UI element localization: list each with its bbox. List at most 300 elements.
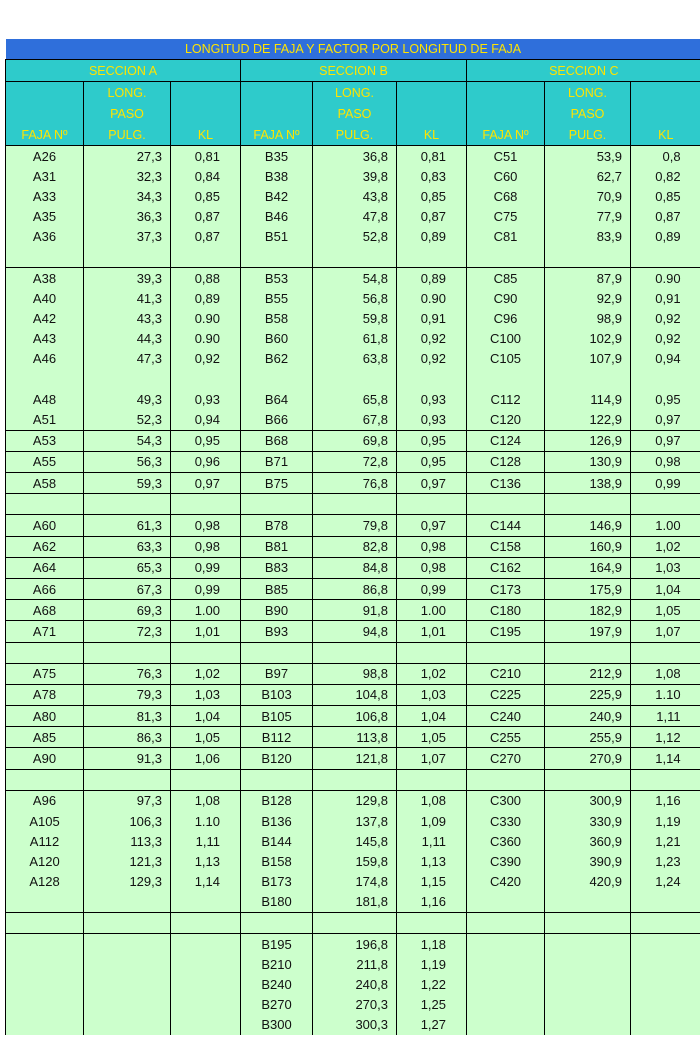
length-c-cell: 175,9 <box>545 578 631 599</box>
kl-a-cell: 0,96 <box>171 451 241 472</box>
belt-c-cell <box>467 995 545 1015</box>
belt-length-table-sheet <box>5 39 700 1035</box>
length-c-cell: 270,9 <box>545 748 631 769</box>
paso-label-a: PASO <box>84 103 171 124</box>
table-spacer-row <box>6 769 700 790</box>
belt-a-cell: A78 <box>6 684 84 705</box>
belt-a-cell: A105 <box>6 811 84 831</box>
kl-b-cell <box>397 369 467 389</box>
belt-b-cell: B195 <box>241 934 313 955</box>
belt-b-cell: B158 <box>241 851 313 871</box>
kl-a-cell <box>171 934 241 955</box>
length-b-cell: 52,8 <box>313 227 397 247</box>
belt-c-cell: C75 <box>467 207 545 227</box>
length-b-cell: 72,8 <box>313 451 397 472</box>
length-b-cell: 129,8 <box>313 790 397 811</box>
length-a-cell: 81,3 <box>84 706 171 727</box>
belt-b-cell: B173 <box>241 872 313 892</box>
belt-a-cell: A55 <box>6 451 84 472</box>
belt-c-cell: C240 <box>467 706 545 727</box>
kl-b-cell: 1,25 <box>397 995 467 1015</box>
length-c-cell: 122,9 <box>545 409 631 430</box>
kl-b-cell: 0,83 <box>397 166 467 186</box>
belt-b-cell: B144 <box>241 831 313 851</box>
length-b-cell <box>313 369 397 389</box>
paso-label-b: PASO <box>313 103 397 124</box>
kl-a-cell: 1,01 <box>171 621 241 642</box>
length-b-cell: 300,3 <box>313 1015 397 1035</box>
section-b-header: SECCION B <box>241 60 467 82</box>
kl-c-cell: 1,03 <box>631 557 700 578</box>
kl-a-cell: 0,95 <box>171 430 241 451</box>
length-a-cell: 34,3 <box>84 186 171 206</box>
length-b-cell: 98,8 <box>313 663 397 684</box>
kl-c-cell <box>631 247 700 268</box>
table-spacer-row <box>6 494 700 515</box>
belt-b-cell: B53 <box>241 268 313 289</box>
table-row <box>6 309 700 329</box>
length-b-cell: 65,8 <box>313 389 397 409</box>
kl-a-cell <box>171 769 241 790</box>
length-b-cell: 54,8 <box>313 268 397 289</box>
belt-a-cell: A64 <box>6 557 84 578</box>
belt-length-table <box>5 39 700 1035</box>
length-c-cell <box>545 1015 631 1035</box>
length-a-cell <box>84 369 171 389</box>
length-b-cell: 181,8 <box>313 892 397 913</box>
belt-a-cell: A36 <box>6 227 84 247</box>
pulg-label-c: PULG. <box>545 124 631 146</box>
belt-b-cell <box>241 912 313 933</box>
table-row <box>6 409 700 430</box>
length-b-cell: 39,8 <box>313 166 397 186</box>
length-b-cell <box>313 247 397 268</box>
kl-b-cell: 0,89 <box>397 227 467 247</box>
belt-c-cell: C210 <box>467 663 545 684</box>
length-a-cell: 91,3 <box>84 748 171 769</box>
kl-a-cell: 0,84 <box>171 166 241 186</box>
belt-a-cell: A66 <box>6 578 84 599</box>
kl-b-cell <box>397 912 467 933</box>
kl-c-cell: 0,8 <box>631 146 700 167</box>
kl-a-cell: 1,06 <box>171 748 241 769</box>
length-c-cell: 300,9 <box>545 790 631 811</box>
belt-b-cell: B35 <box>241 146 313 167</box>
belt-b-cell: B97 <box>241 663 313 684</box>
length-c-cell: 212,9 <box>545 663 631 684</box>
length-c-cell: 92,9 <box>545 288 631 308</box>
belt-a-cell: A48 <box>6 389 84 409</box>
length-a-cell <box>84 954 171 974</box>
kl-a-cell: 1,03 <box>171 684 241 705</box>
kl-c-cell: 1,21 <box>631 831 700 851</box>
belt-c-cell: C360 <box>467 831 545 851</box>
length-a-cell: 121,3 <box>84 851 171 871</box>
length-c-cell: 360,9 <box>545 831 631 851</box>
length-b-cell: 270,3 <box>313 995 397 1015</box>
length-a-cell <box>84 494 171 515</box>
kl-b-cell: 1,04 <box>397 706 467 727</box>
belt-a-cell: A75 <box>6 663 84 684</box>
belt-c-cell: C100 <box>467 329 545 349</box>
kl-c-cell: 0,99 <box>631 473 700 494</box>
length-c-cell <box>545 769 631 790</box>
kl-c-cell: 1,16 <box>631 790 700 811</box>
belt-c-cell <box>467 642 545 663</box>
belt-c-cell: C158 <box>467 536 545 557</box>
belt-a-cell: A90 <box>6 748 84 769</box>
belt-a-cell <box>6 892 84 913</box>
kl-a-cell <box>171 954 241 974</box>
pulg-label-b: PULG. <box>313 124 397 146</box>
kl-label-b: KL <box>397 124 467 146</box>
length-c-cell: 330,9 <box>545 811 631 831</box>
faja-label-b: FAJA Nº <box>241 124 313 146</box>
kl-a-cell: 0,88 <box>171 268 241 289</box>
table-row <box>6 389 700 409</box>
kl-a-cell: 0.90 <box>171 309 241 329</box>
kl-c-cell <box>631 494 700 515</box>
kl-b-cell: 0,98 <box>397 536 467 557</box>
length-c-cell <box>545 642 631 663</box>
kl-c-cell <box>631 769 700 790</box>
kl-a-cell: 0,98 <box>171 515 241 536</box>
belt-b-cell: B90 <box>241 600 313 621</box>
belt-b-cell: B55 <box>241 288 313 308</box>
kl-c-cell: 0,92 <box>631 309 700 329</box>
belt-b-cell: B71 <box>241 451 313 472</box>
kl-b-cell: 0,97 <box>397 515 467 536</box>
paso-label-c: PASO <box>545 103 631 124</box>
belt-a-cell <box>6 912 84 933</box>
length-b-cell <box>313 912 397 933</box>
kl-a-cell: 0,87 <box>171 207 241 227</box>
length-c-cell: 225,9 <box>545 684 631 705</box>
long-label-c: LONG. <box>545 82 631 104</box>
length-b-cell: 121,8 <box>313 748 397 769</box>
table-row <box>6 557 700 578</box>
length-a-cell: 129,3 <box>84 872 171 892</box>
kl-c-cell: 0,91 <box>631 288 700 308</box>
belt-b-cell: B300 <box>241 1015 313 1035</box>
kl-a-cell <box>171 369 241 389</box>
belt-c-cell <box>467 247 545 268</box>
kl-b-cell: 0,91 <box>397 309 467 329</box>
belt-a-cell: A53 <box>6 430 84 451</box>
table-row <box>6 748 700 769</box>
kl-c-cell <box>631 642 700 663</box>
kl-b-cell <box>397 769 467 790</box>
kl-c-cell: 1,19 <box>631 811 700 831</box>
table-row <box>6 954 700 974</box>
belt-c-cell: C255 <box>467 727 545 748</box>
kl-a-cell: 1,11 <box>171 831 241 851</box>
belt-b-cell: B46 <box>241 207 313 227</box>
table-row <box>6 975 700 995</box>
kl-a-cell: 1,05 <box>171 727 241 748</box>
table-row <box>6 268 700 289</box>
kl-b-cell: 1.00 <box>397 600 467 621</box>
kl-b-cell: 0,99 <box>397 578 467 599</box>
length-a-cell: 59,3 <box>84 473 171 494</box>
belt-a-cell <box>6 247 84 268</box>
kl-c-cell: 1.10 <box>631 684 700 705</box>
belt-a-cell <box>6 494 84 515</box>
kl-b-cell: 1,27 <box>397 1015 467 1035</box>
length-c-cell: 70,9 <box>545 186 631 206</box>
belt-a-cell: A62 <box>6 536 84 557</box>
length-c-cell: 160,9 <box>545 536 631 557</box>
length-c-cell <box>545 892 631 913</box>
length-a-cell <box>84 934 171 955</box>
table-row <box>6 166 700 186</box>
length-a-cell: 44,3 <box>84 329 171 349</box>
pulg-label-a: PULG. <box>84 124 171 146</box>
kl-b-cell: 1,13 <box>397 851 467 871</box>
kl-a-cell: 1,14 <box>171 872 241 892</box>
belt-c-cell <box>467 934 545 955</box>
length-c-cell: 197,9 <box>545 621 631 642</box>
length-b-cell: 104,8 <box>313 684 397 705</box>
length-b-cell: 84,8 <box>313 557 397 578</box>
table-row <box>6 536 700 557</box>
length-a-cell <box>84 975 171 995</box>
belt-b-cell: B78 <box>241 515 313 536</box>
length-b-cell: 63,8 <box>313 349 397 369</box>
belt-c-cell: C120 <box>467 409 545 430</box>
length-c-cell <box>545 912 631 933</box>
belt-b-cell: B58 <box>241 309 313 329</box>
kl-b-cell: 1,18 <box>397 934 467 955</box>
table-row <box>6 995 700 1015</box>
belt-c-cell: C173 <box>467 578 545 599</box>
length-b-cell: 82,8 <box>313 536 397 557</box>
table-row <box>6 473 700 494</box>
kl-b-cell: 0,85 <box>397 186 467 206</box>
belt-c-cell <box>467 1015 545 1035</box>
length-a-cell: 37,3 <box>84 227 171 247</box>
length-c-cell <box>545 494 631 515</box>
belt-c-cell: C128 <box>467 451 545 472</box>
table-row <box>6 288 700 308</box>
table-row <box>6 329 700 349</box>
belt-b-cell: B68 <box>241 430 313 451</box>
table-row <box>6 872 700 892</box>
kl-b-cell: 1,05 <box>397 727 467 748</box>
kl-a-cell: 0,93 <box>171 389 241 409</box>
length-c-cell: 255,9 <box>545 727 631 748</box>
belt-c-cell: C390 <box>467 851 545 871</box>
table-row <box>6 349 700 369</box>
length-b-cell: 94,8 <box>313 621 397 642</box>
belt-b-cell: B270 <box>241 995 313 1015</box>
length-b-cell: 91,8 <box>313 600 397 621</box>
belt-a-cell <box>6 954 84 974</box>
kl-a-cell: 1,13 <box>171 851 241 871</box>
kl-a-cell <box>171 247 241 268</box>
kl-a-cell <box>171 912 241 933</box>
length-b-cell: 43,8 <box>313 186 397 206</box>
table-row <box>6 811 700 831</box>
faja-label-a: FAJA Nº <box>6 124 84 146</box>
table-row <box>6 186 700 206</box>
belt-a-cell: A68 <box>6 600 84 621</box>
length-c-cell <box>545 975 631 995</box>
belt-a-cell: A96 <box>6 790 84 811</box>
length-a-cell: 72,3 <box>84 621 171 642</box>
length-c-cell: 102,9 <box>545 329 631 349</box>
belt-b-cell: B42 <box>241 186 313 206</box>
kl-c-cell: 1,07 <box>631 621 700 642</box>
length-c-cell: 98,9 <box>545 309 631 329</box>
kl-c-cell <box>631 912 700 933</box>
belt-c-cell: C81 <box>467 227 545 247</box>
belt-b-cell: B180 <box>241 892 313 913</box>
kl-a-cell: 1,08 <box>171 790 241 811</box>
belt-b-cell: B51 <box>241 227 313 247</box>
kl-c-cell <box>631 995 700 1015</box>
length-b-cell: 59,8 <box>313 309 397 329</box>
length-c-cell: 420,9 <box>545 872 631 892</box>
table-title: LONGITUD DE FAJA Y FACTOR POR LONGITUD DE FAJA <box>6 39 700 60</box>
belt-a-cell: A26 <box>6 146 84 167</box>
table-spacer-row <box>6 912 700 933</box>
belt-a-cell: A112 <box>6 831 84 851</box>
length-a-cell <box>84 892 171 913</box>
belt-c-cell <box>467 912 545 933</box>
kl-a-cell: 0,92 <box>171 349 241 369</box>
length-a-cell: 65,3 <box>84 557 171 578</box>
belt-c-cell: C51 <box>467 146 545 167</box>
long-label-a: LONG. <box>84 82 171 104</box>
length-c-cell: 390,9 <box>545 851 631 871</box>
length-c-cell <box>545 995 631 1015</box>
length-c-cell: 164,9 <box>545 557 631 578</box>
belt-c-cell: C162 <box>467 557 545 578</box>
kl-b-cell <box>397 642 467 663</box>
table-row <box>6 790 700 811</box>
length-b-cell: 196,8 <box>313 934 397 955</box>
kl-c-cell: 1,02 <box>631 536 700 557</box>
kl-a-cell: 0,87 <box>171 227 241 247</box>
table-row <box>6 684 700 705</box>
belt-b-cell: B210 <box>241 954 313 974</box>
length-c-cell <box>545 247 631 268</box>
kl-b-cell: 0,95 <box>397 451 467 472</box>
belt-c-cell: C300 <box>467 790 545 811</box>
length-b-cell: 61,8 <box>313 329 397 349</box>
section-a-header: SECCION A <box>6 60 241 82</box>
belt-c-cell <box>467 769 545 790</box>
kl-c-cell: 1,23 <box>631 851 700 871</box>
belt-a-cell: A43 <box>6 329 84 349</box>
table-row <box>6 578 700 599</box>
length-b-cell <box>313 494 397 515</box>
length-b-cell: 137,8 <box>313 811 397 831</box>
belt-a-cell: A71 <box>6 621 84 642</box>
belt-c-cell: C270 <box>467 748 545 769</box>
belt-b-cell <box>241 642 313 663</box>
kl-c-cell: 1.00 <box>631 515 700 536</box>
table-row <box>6 146 700 167</box>
length-a-cell <box>84 1015 171 1035</box>
kl-a-cell <box>171 995 241 1015</box>
table-row <box>6 430 700 451</box>
kl-b-cell: 0.90 <box>397 288 467 308</box>
kl-c-cell: 1,05 <box>631 600 700 621</box>
kl-b-cell: 0,97 <box>397 473 467 494</box>
kl-a-cell: 1.10 <box>171 811 241 831</box>
length-c-cell: 240,9 <box>545 706 631 727</box>
table-row <box>6 892 700 913</box>
belt-a-cell: A51 <box>6 409 84 430</box>
kl-c-cell <box>631 892 700 913</box>
kl-b-cell: 0,87 <box>397 207 467 227</box>
kl-c-cell: 0,94 <box>631 349 700 369</box>
kl-c-cell: 0,97 <box>631 409 700 430</box>
belt-c-cell: C68 <box>467 186 545 206</box>
kl-label-c: KL <box>631 124 700 146</box>
belt-c-cell: C124 <box>467 430 545 451</box>
kl-c-cell: 1,04 <box>631 578 700 599</box>
table-row <box>6 663 700 684</box>
kl-b-cell: 0,81 <box>397 146 467 167</box>
kl-c-cell: 1,11 <box>631 706 700 727</box>
kl-a-cell: 1,04 <box>171 706 241 727</box>
kl-a-cell: 0,89 <box>171 288 241 308</box>
belt-c-cell: C60 <box>467 166 545 186</box>
belt-c-cell: C112 <box>467 389 545 409</box>
length-b-cell: 56,8 <box>313 288 397 308</box>
section-c-header: SECCION C <box>467 60 700 82</box>
belt-b-cell: B128 <box>241 790 313 811</box>
belt-c-cell: C420 <box>467 872 545 892</box>
kl-a-cell: 0,85 <box>171 186 241 206</box>
length-c-cell: 114,9 <box>545 389 631 409</box>
length-a-cell: 106,3 <box>84 811 171 831</box>
length-c-cell: 126,9 <box>545 430 631 451</box>
kl-a-cell: 0,97 <box>171 473 241 494</box>
kl-a-cell <box>171 642 241 663</box>
belt-a-cell <box>6 769 84 790</box>
kl-b-cell <box>397 247 467 268</box>
belt-b-cell: B75 <box>241 473 313 494</box>
kl-c-cell: 0.90 <box>631 268 700 289</box>
kl-b-cell: 1,09 <box>397 811 467 831</box>
kl-a-cell <box>171 494 241 515</box>
kl-a-cell: 0,99 <box>171 578 241 599</box>
kl-b-cell: 0,92 <box>397 349 467 369</box>
kl-b-cell: 1,08 <box>397 790 467 811</box>
kl-label-a: KL <box>171 124 241 146</box>
belt-a-cell <box>6 934 84 955</box>
kl-c-cell <box>631 954 700 974</box>
length-c-cell: 83,9 <box>545 227 631 247</box>
kl-c-cell: 1,14 <box>631 748 700 769</box>
length-a-cell: 36,3 <box>84 207 171 227</box>
belt-c-cell: C195 <box>467 621 545 642</box>
kl-a-cell <box>171 892 241 913</box>
table-row <box>6 727 700 748</box>
kl-c-cell <box>631 369 700 389</box>
belt-b-cell: B103 <box>241 684 313 705</box>
length-c-cell: 138,9 <box>545 473 631 494</box>
belt-a-cell: A58 <box>6 473 84 494</box>
belt-a-cell: A42 <box>6 309 84 329</box>
belt-b-cell: B120 <box>241 748 313 769</box>
length-a-cell: 79,3 <box>84 684 171 705</box>
kl-b-cell: 1,03 <box>397 684 467 705</box>
